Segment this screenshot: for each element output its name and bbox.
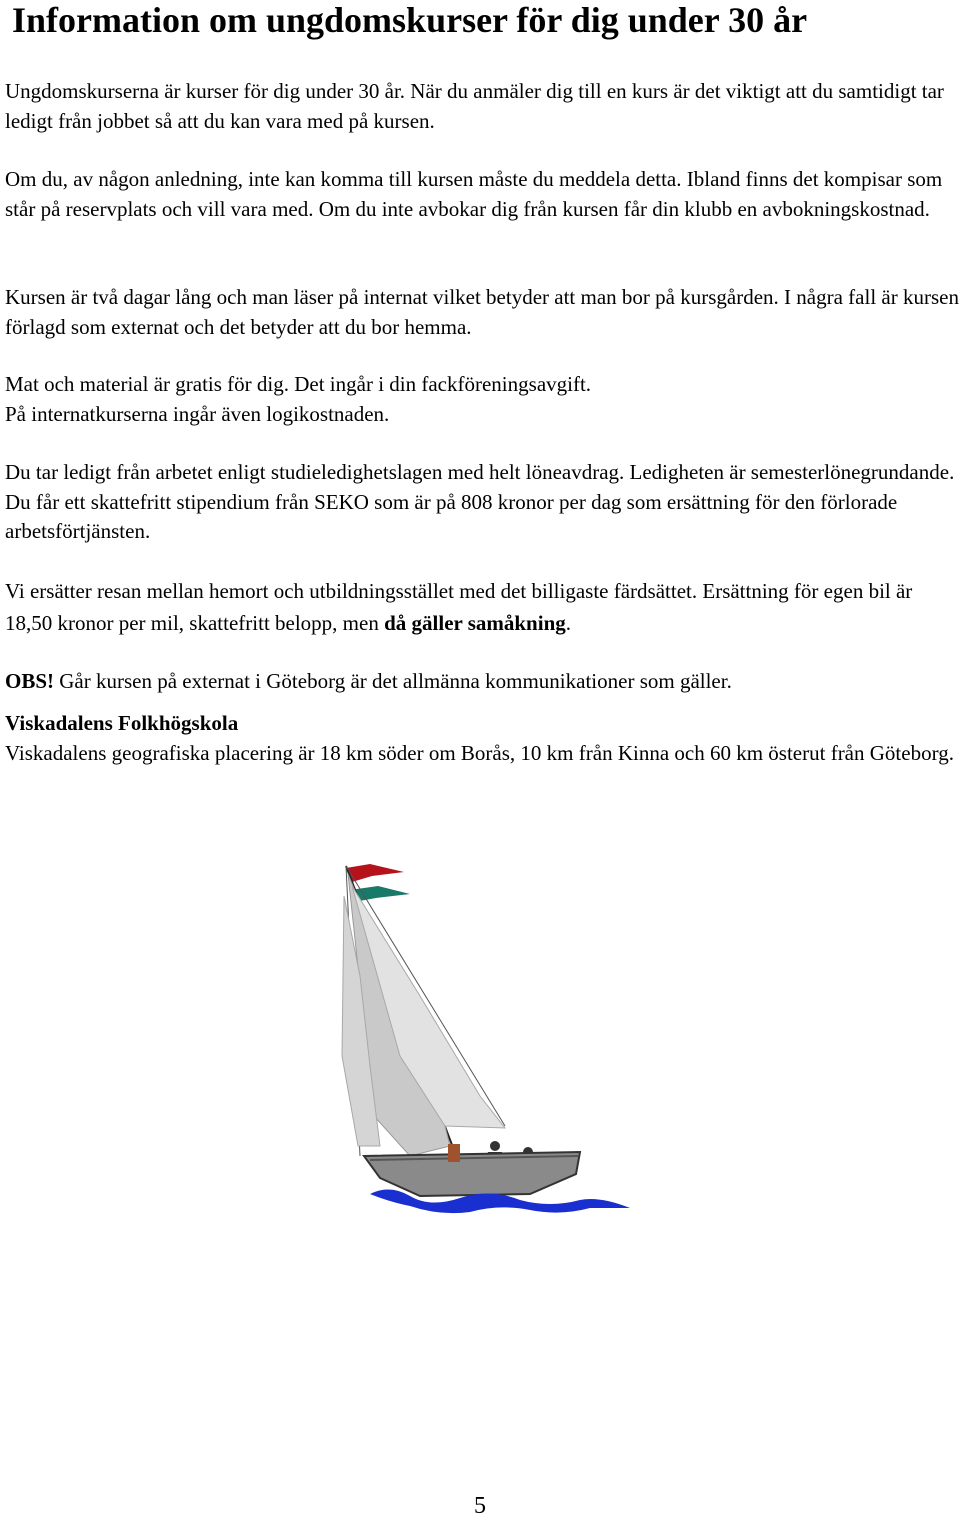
- paragraph-course-info: Ungdomskurserna är kurser för dig under 30 år. När du anmäler dig till en kurs är det viktigt att du samtidigt tar ledigt från jobbet så att du kan vara med på kursen.: [5, 79, 944, 133]
- cabin: [448, 1144, 460, 1162]
- paragraph-school: [5, 709, 960, 768]
- obs-label: OBS!: [5, 669, 55, 693]
- paragraph-obs: [5, 667, 960, 697]
- sailboat-icon: [330, 856, 640, 1216]
- paragraph-study-leave: Du tar ledigt från arbetet enligt studieledighetslagen med helt löneavdrag. Ledigheten är semesterlönegrundande. Du får ett skattefritt stipendium från SEKO som är på 808 kronor per dag som ersättning för den förlorade arbetsförtjänsten.: [5, 460, 955, 543]
- lodging-line: På internatkurserna ingår även logikostnaden.: [5, 401, 390, 426]
- travel-text: Vi ersätter resan mellan hemort och utbildningsstället med det billigaste färdsättet. Ersättning för egen bil är 18,50 kronor per mil, skattefritt belopp, men: [5, 579, 913, 635]
- travel-end: .: [565, 611, 571, 635]
- paragraph-course-length: Kursen är två dagar lång och man läser på internat vilket betyder att man bor på kursgården. I några fall är kursen förlagd som externat och det betyder att du bor hemma.: [5, 285, 959, 339]
- school-text: Viskadalens geografiska placering är 18 km söder om Borås, 10 km från Kinna och 60 km österut från Göteborg.: [5, 740, 954, 765]
- food-material-line: Mat och material är gratis för dig. Det ingår i din fackföreningsavgift.: [5, 372, 592, 396]
- obs-text: Går kursen på externat i Göteborg är det allmänna kommunikationer som gäller.: [54, 669, 732, 693]
- page-title: Information om ungdomskurser för dig under 30 år: [12, 0, 808, 40]
- page-number: 5: [474, 1493, 486, 1519]
- crew-head-1: [490, 1141, 500, 1151]
- carpool-emphasis: då gäller samåkning: [384, 611, 566, 635]
- paragraph-food-material: [5, 370, 960, 429]
- paragraph-travel: [5, 575, 960, 639]
- school-heading: Viskadalens Folkhögskola: [5, 711, 239, 735]
- paragraph-cancellation: Om du, av någon anledning, inte kan komma till kursen måste du meddela detta. Ibland finns det kompisar som står på reservplats och vill vara med. Om du inte avbokar dig från kursen får din klubb en avbokningskostnad.: [5, 167, 943, 221]
